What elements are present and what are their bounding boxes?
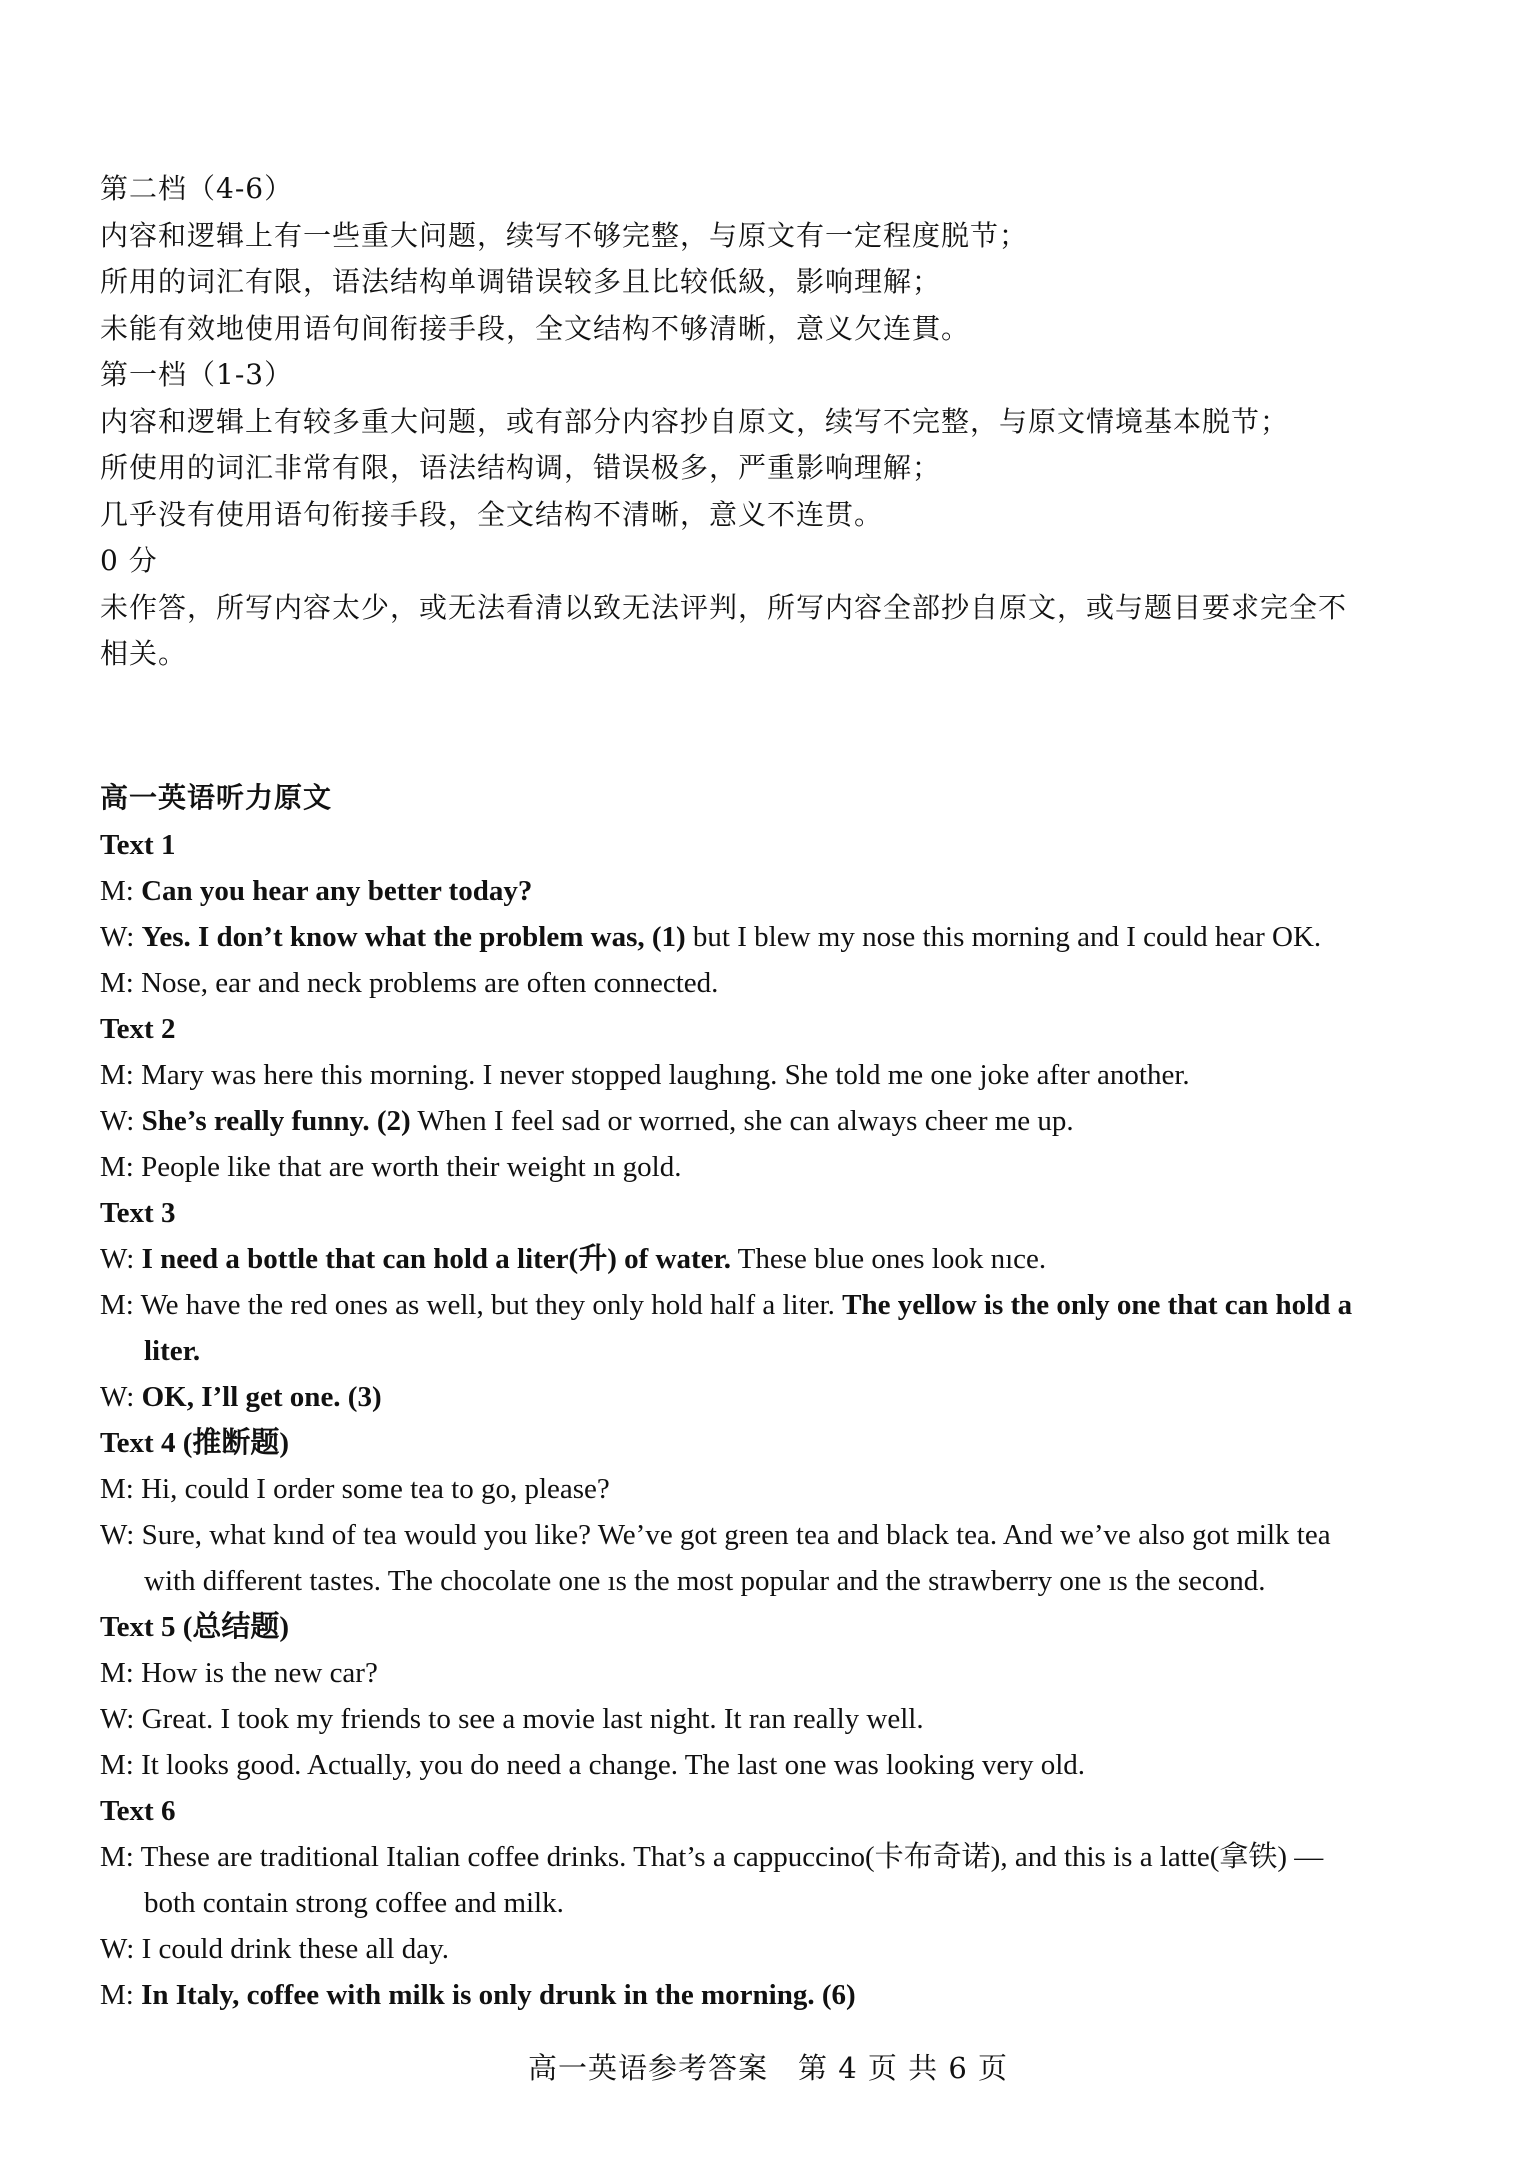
text-heading: Text 5 (总结题) — [100, 1611, 290, 1643]
speaker-label: W: — [100, 1519, 135, 1551]
dialogue-text: both contain strong coffee and milk. — [144, 1887, 564, 1919]
dialogue-text: We have the red ones as well, but they only hold half a liter. — [140, 1289, 843, 1321]
speaker-label: W: — [100, 1243, 135, 1275]
speaker-label: W: — [100, 1703, 135, 1735]
key-sentence: Yes. I don’t know what the problem was, (1) — [141, 921, 686, 953]
dialogue-text: People like that are worth their weight ın gold. — [141, 1151, 682, 1183]
rubric-tier1-line: 几乎没有使用语句衔接手段，全文结构不清晰，意义不连贯。 — [100, 498, 884, 531]
dialogue-text: with different tastes. The chocolate one ıs the most popular and the strawberry one ıs the second. — [144, 1565, 1266, 1597]
speaker-label: M: — [100, 1657, 134, 1689]
key-sentence: OK, I’ll get one. (3) — [141, 1381, 382, 1413]
dialogue-continuation — [144, 1880, 1450, 1926]
dialogue-line — [100, 1696, 1450, 1742]
dialogue-text: Nose, ear and neck problems are often connected. — [141, 967, 719, 999]
dialogue-continuation — [144, 1328, 1450, 1374]
key-sentence: The yellow is the only one that can hold a — [842, 1289, 1353, 1321]
dialogue-line — [100, 1098, 1450, 1144]
dialogue-line — [100, 1236, 1450, 1282]
text-heading: Text 6 — [100, 1795, 176, 1827]
key-sentence: liter. — [144, 1335, 201, 1367]
dialogue-line — [100, 1052, 1450, 1098]
key-sentence: Can you hear any better today? — [141, 875, 533, 907]
dialogue-line — [100, 1742, 1450, 1788]
dialogue-text: It looks good. Actually, you do need a change. The last one was looking very old. — [141, 1749, 1086, 1781]
document-page — [100, 0, 1450, 2175]
dialogue-text: These are traditional Italian coffee drinks. That’s a cappuccino(卡布奇诺), and this is a latte(拿铁) — — [140, 1841, 1324, 1873]
key-sentence: She’s really funny. (2) — [141, 1105, 411, 1137]
rubric-tier0-line: 未作答，所写内容太少，或无法看清以致无法评判，所写内容全部抄自原文，或与题目要求完全不 — [100, 591, 1348, 624]
dialogue-line — [100, 960, 1450, 1006]
speaker-label: W: — [100, 1933, 135, 1965]
rubric-tier1-line: 内容和逻辑上有较多重大问题，或有部分内容抄自原文，续写不完整，与原文情境基本脱节； — [100, 405, 1290, 438]
speaker-label: M: — [100, 1151, 134, 1183]
speaker-label: M: — [100, 875, 134, 907]
speaker-label: M: — [100, 967, 134, 999]
dialogue-text: Great. I took my friends to see a movie last night. It ran really well. — [141, 1703, 924, 1735]
dialogue-line — [100, 1834, 1450, 1880]
rubric-tier2-line: 内容和逻辑上有一些重大问题，续写不够完整，与原文有一定程度脱节； — [100, 219, 1029, 252]
text-heading: Text 4 (推断题) — [100, 1427, 290, 1459]
section-title: 高一英语听力原文 — [100, 781, 333, 814]
dialogue-continuation — [144, 1558, 1450, 1604]
speaker-label: M: — [100, 1059, 134, 1091]
dialogue-text: How is the new car? — [141, 1657, 378, 1689]
speaker-label: M: — [100, 1979, 134, 2011]
speaker-label: M: — [100, 1749, 134, 1781]
text-heading: Text 1 — [100, 829, 176, 861]
speaker-label: W: — [100, 1105, 135, 1137]
speaker-label: M: — [100, 1289, 134, 1321]
dialogue-line — [100, 1374, 1450, 1420]
dialogue-text: Mary was here this morning. I never stopped laughıng. She told me one joke after another. — [141, 1059, 1190, 1091]
speaker-label: W: — [100, 1381, 135, 1413]
speaker-label: M: — [100, 1841, 134, 1873]
rubric-tier1-title: 第一档（1-3） — [100, 358, 294, 391]
page-footer: 高一英语参考答案 第 4 页 共 6 页 — [528, 2051, 1008, 2085]
text-heading: Text 2 — [100, 1013, 176, 1045]
rubric-tier2-line: 所用的词汇有限，语法结构单调错误较多且比较低級，影响理解； — [100, 265, 942, 298]
dialogue-line — [100, 1512, 1450, 1558]
dialogue-line — [100, 1972, 1450, 2018]
dialogue-text: I could drink these all day. — [141, 1933, 449, 1965]
dialogue-text: Hi, could I order some tea to go, please? — [141, 1473, 610, 1505]
dialogue-text: Sure, what kınd of tea would you like? We’ve got green tea and black tea. And we’ve also got milk tea — [141, 1519, 1331, 1551]
rubric-tier2-title: 第二档（4-6） — [100, 172, 294, 205]
dialogue-line — [100, 1144, 1450, 1190]
rubric-tier2-line: 未能有效地使用语句间衔接手段，全文结构不够清晰，意义欠连貫。 — [100, 312, 971, 345]
dialogue-line — [100, 1466, 1450, 1512]
text-heading: Text 3 — [100, 1197, 176, 1229]
dialogue-text: but I blew my nose this morning and I could hear OK. — [685, 921, 1322, 953]
dialogue-line — [100, 1282, 1450, 1328]
dialogue-line — [100, 1650, 1450, 1696]
key-sentence: I need a bottle that can hold a liter(升) of water. — [141, 1243, 731, 1275]
key-sentence: In Italy, coffee with milk is only drunk in the morning. (6) — [141, 1979, 856, 2011]
dialogue-line — [100, 868, 1450, 914]
speaker-label: M: — [100, 1473, 134, 1505]
dialogue-text: These blue ones look nıce. — [730, 1243, 1047, 1275]
dialogue-text: When I feel sad or worrıed, she can always cheer me up. — [410, 1105, 1074, 1137]
rubric-tier0-line: 相关。 — [100, 637, 188, 670]
dialogue-line — [100, 914, 1450, 960]
dialogue-line — [100, 1926, 1450, 1972]
speaker-label: W: — [100, 921, 135, 953]
rubric-tier1-line: 所使用的词汇非常有限，语法结构调，错误极多，严重影响理解； — [100, 451, 942, 484]
rubric-tier0-title: 0 分 — [100, 544, 158, 577]
